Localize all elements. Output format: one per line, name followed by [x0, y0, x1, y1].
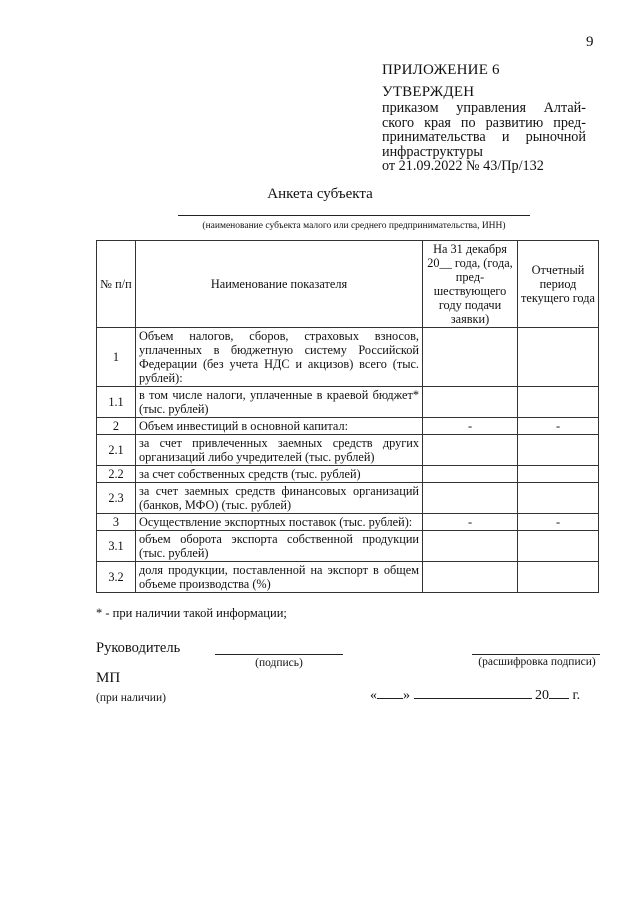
subject-name-field[interactable] — [178, 215, 530, 216]
signature-decode-field[interactable] — [472, 654, 600, 655]
stamp-note: (при наличии) — [96, 692, 166, 704]
date-line — [370, 688, 580, 704]
signature-caption: (подпись) — [255, 657, 303, 669]
stamp-label: МП — [96, 670, 121, 686]
indicators-table — [96, 240, 599, 593]
row-value-period[interactable]: - — [518, 514, 599, 531]
date-close-quote: » — [403, 688, 410, 703]
approval-order — [382, 101, 586, 174]
order-line: инфраструктуры — [382, 143, 483, 160]
table-row — [97, 483, 599, 514]
row-value-period[interactable] — [518, 435, 599, 466]
order-line: принимательства и рыночной — [382, 129, 586, 145]
table-row — [97, 562, 599, 593]
row-value-period[interactable] — [518, 466, 599, 483]
row-num: 3.2 — [97, 562, 136, 593]
row-value-period[interactable] — [518, 531, 599, 562]
row-num: 2.2 — [97, 466, 136, 483]
leader-label: Руководитель — [96, 640, 181, 656]
table-row — [97, 514, 599, 531]
date-day-field[interactable] — [377, 688, 403, 699]
table-header-row — [97, 241, 599, 328]
date-open-quote: « — [370, 688, 377, 703]
date-year-prefix: 20 — [535, 688, 549, 703]
order-line: ского края по развитию пред- — [382, 114, 586, 131]
page-number: 9 — [586, 34, 594, 50]
appendix-title: ПРИЛОЖЕНИЕ 6 — [382, 62, 500, 78]
row-value-dec31[interactable] — [423, 328, 518, 387]
row-value-period[interactable] — [518, 328, 599, 387]
table-row — [97, 387, 599, 418]
signature-decode-caption: (расшифровка подписи) — [478, 656, 596, 668]
row-num: 2.3 — [97, 483, 136, 514]
row-name: в том числе налоги, уплаченные в краевой бюджет* (тыс. рублей) — [136, 387, 423, 418]
row-name: объем оборота экспорта собственной продукции (тыс. рублей) — [136, 531, 423, 562]
table-row — [97, 328, 599, 387]
row-num: 1.1 — [97, 387, 136, 418]
date-year-suffix: г. — [572, 688, 581, 703]
signature-field[interactable] — [215, 654, 343, 655]
header-period: Отчетный период текущего года — [518, 241, 599, 328]
row-value-dec31[interactable]: - — [423, 514, 518, 531]
row-value-period[interactable] — [518, 387, 599, 418]
table-row — [97, 435, 599, 466]
row-num: 3.1 — [97, 531, 136, 562]
row-value-dec31[interactable]: - — [423, 418, 518, 435]
approved-label: УТВЕРЖДЕН — [382, 84, 475, 100]
order-line: от 21.09.2022 № 43/Пр/132 — [382, 158, 544, 174]
subject-name-caption: (наименование субъекта малого или среднего предпринимательства, ИНН) — [202, 221, 506, 231]
table-row — [97, 531, 599, 562]
row-name: Объем инвестиций в основной капитал: — [136, 418, 423, 435]
row-name: Осуществление экспортных поставок (тыс. рублей): — [136, 514, 423, 531]
row-value-period[interactable]: - — [518, 418, 599, 435]
row-num: 3 — [97, 514, 136, 531]
row-num: 1 — [97, 328, 136, 387]
row-name: Объем налогов, сборов, страховых взносов, уплаченных в бюджетную систему Российской Федерации (без учета НДС и акцизов) всего (тыс. рублей): — [136, 328, 423, 387]
row-value-dec31[interactable] — [423, 483, 518, 514]
header-name: Наименование показателя — [136, 241, 423, 328]
footnote: * - при наличии такой информации; — [96, 606, 287, 620]
row-name: за счет собственных средств (тыс. рублей) — [136, 466, 423, 483]
row-value-period[interactable] — [518, 562, 599, 593]
row-value-dec31[interactable] — [423, 562, 518, 593]
row-value-period[interactable] — [518, 483, 599, 514]
row-value-dec31[interactable] — [423, 466, 518, 483]
row-num: 2.1 — [97, 435, 136, 466]
header-num: № п/п — [97, 241, 136, 328]
order-line: приказом управления Алтай- — [382, 100, 586, 116]
row-name: за счет заемных средств финансовых организаций (банков, МФО) (тыс. рублей) — [136, 483, 423, 514]
row-name: за счет привлеченных заемных средств других организаций либо учредителей (тыс. рублей) — [136, 435, 423, 466]
date-year-field[interactable] — [549, 688, 569, 699]
row-name: доля продукции, поставленной на экспорт в общем объеме производства (%) — [136, 562, 423, 593]
date-month-field[interactable] — [414, 688, 532, 699]
row-value-dec31[interactable] — [423, 435, 518, 466]
table-row — [97, 418, 599, 435]
row-num: 2 — [97, 418, 136, 435]
form-title: Анкета субъекта — [267, 186, 373, 202]
header-dec31: На 31 декабря 20__ года, (года, пред-шествующего году подачи заявки) — [423, 241, 518, 328]
row-value-dec31[interactable] — [423, 531, 518, 562]
table-row — [97, 466, 599, 483]
row-value-dec31[interactable] — [423, 387, 518, 418]
